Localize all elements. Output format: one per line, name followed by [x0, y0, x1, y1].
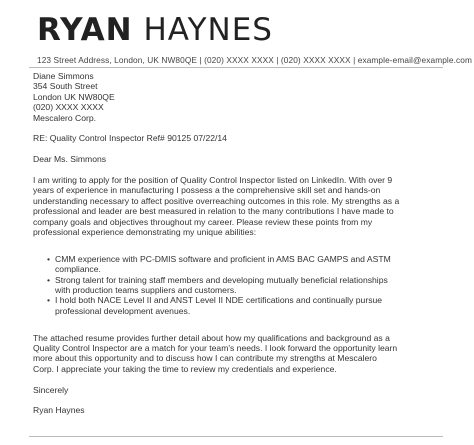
intro-paragraph — [33, 175, 441, 237]
recipient-city: London UK NW80QE — [33, 91, 115, 102]
paragraph-line: professional and leader are best measured in relation to the many contributions I have made to — [33, 206, 394, 217]
recipient-address — [33, 71, 441, 123]
closing: Sincerely — [33, 384, 69, 395]
signature: Ryan Haynes — [33, 405, 85, 416]
paragraph-line: years of experience in manufacturing I possess a the comprehensive skill set and hands-on — [33, 185, 381, 196]
skills-list — [33, 254, 441, 316]
list-item-line: compliance. — [55, 264, 101, 275]
paragraph-line: more about this opportunity and to discuss how I can contribute my strengths at Mescalero — [33, 353, 377, 364]
last-name: HAYNES — [143, 12, 273, 48]
applicant-name — [37, 12, 273, 48]
list-item-line: • Strong talent for training staff members and developing mutually beneficial relationships — [55, 274, 388, 285]
paragraph-line: Quality Control Inspector are a match for your team's needs. I look forward the opportunity learn — [33, 343, 398, 354]
paragraph-line: The attached resume provides further detail about how my qualifications and background as a — [33, 332, 390, 343]
list-item-line: • CMM experience with PC-DMIS software and proficient in AMS BAC GAMPS and ASTM — [55, 253, 391, 264]
paragraph-line: understanding necessary to affect positive overreaching outcomes in this role. My strengths as a — [33, 195, 400, 206]
first-name: RYAN — [37, 12, 133, 48]
paragraph-line: I am writing to apply for the position of Quality Control Inspector listed on LinkedIn. With over 9 — [33, 175, 393, 186]
salutation: Dear Ms. Simmons — [33, 154, 107, 165]
recipient-phone: (020) XXXX XXXX — [33, 102, 104, 113]
list-item-line: with production teams suppliers and customers. — [55, 285, 237, 296]
paragraph-line: professional experience demonstrating my unique abilities: — [33, 227, 257, 238]
paragraph-line: Corp. I appreciate your taking the time to review my credentials and experience. — [33, 363, 337, 374]
list-item-line: professional development avenues. — [55, 305, 191, 316]
closing-paragraph — [33, 333, 441, 375]
list-item-line: • I hold both NACE Level II and ANST Level II NDE certifications and continually pursue — [55, 295, 383, 306]
subject-line: RE: Quality Control Inspector Ref# 90125 07/22/14 — [33, 133, 227, 144]
list-item — [47, 275, 441, 296]
list-item — [47, 295, 441, 316]
contact-line: 123 Street Address, London, UK NW80QE | (020) XXXX XXXX | (020) XXXX XXXX | example-email@example.com — [37, 55, 472, 65]
recipient-name: Diane Simmons — [33, 71, 94, 81]
header-divider — [29, 67, 443, 68]
footer-divider — [29, 436, 443, 437]
recipient-street: 354 South Street — [33, 81, 98, 92]
list-item — [47, 254, 441, 275]
paragraph-line: company goals and objectives throughout my career. Please review these points from my — [33, 216, 373, 227]
letter-body — [33, 71, 441, 416]
recipient-company: Mescalero Corp. — [33, 112, 97, 123]
